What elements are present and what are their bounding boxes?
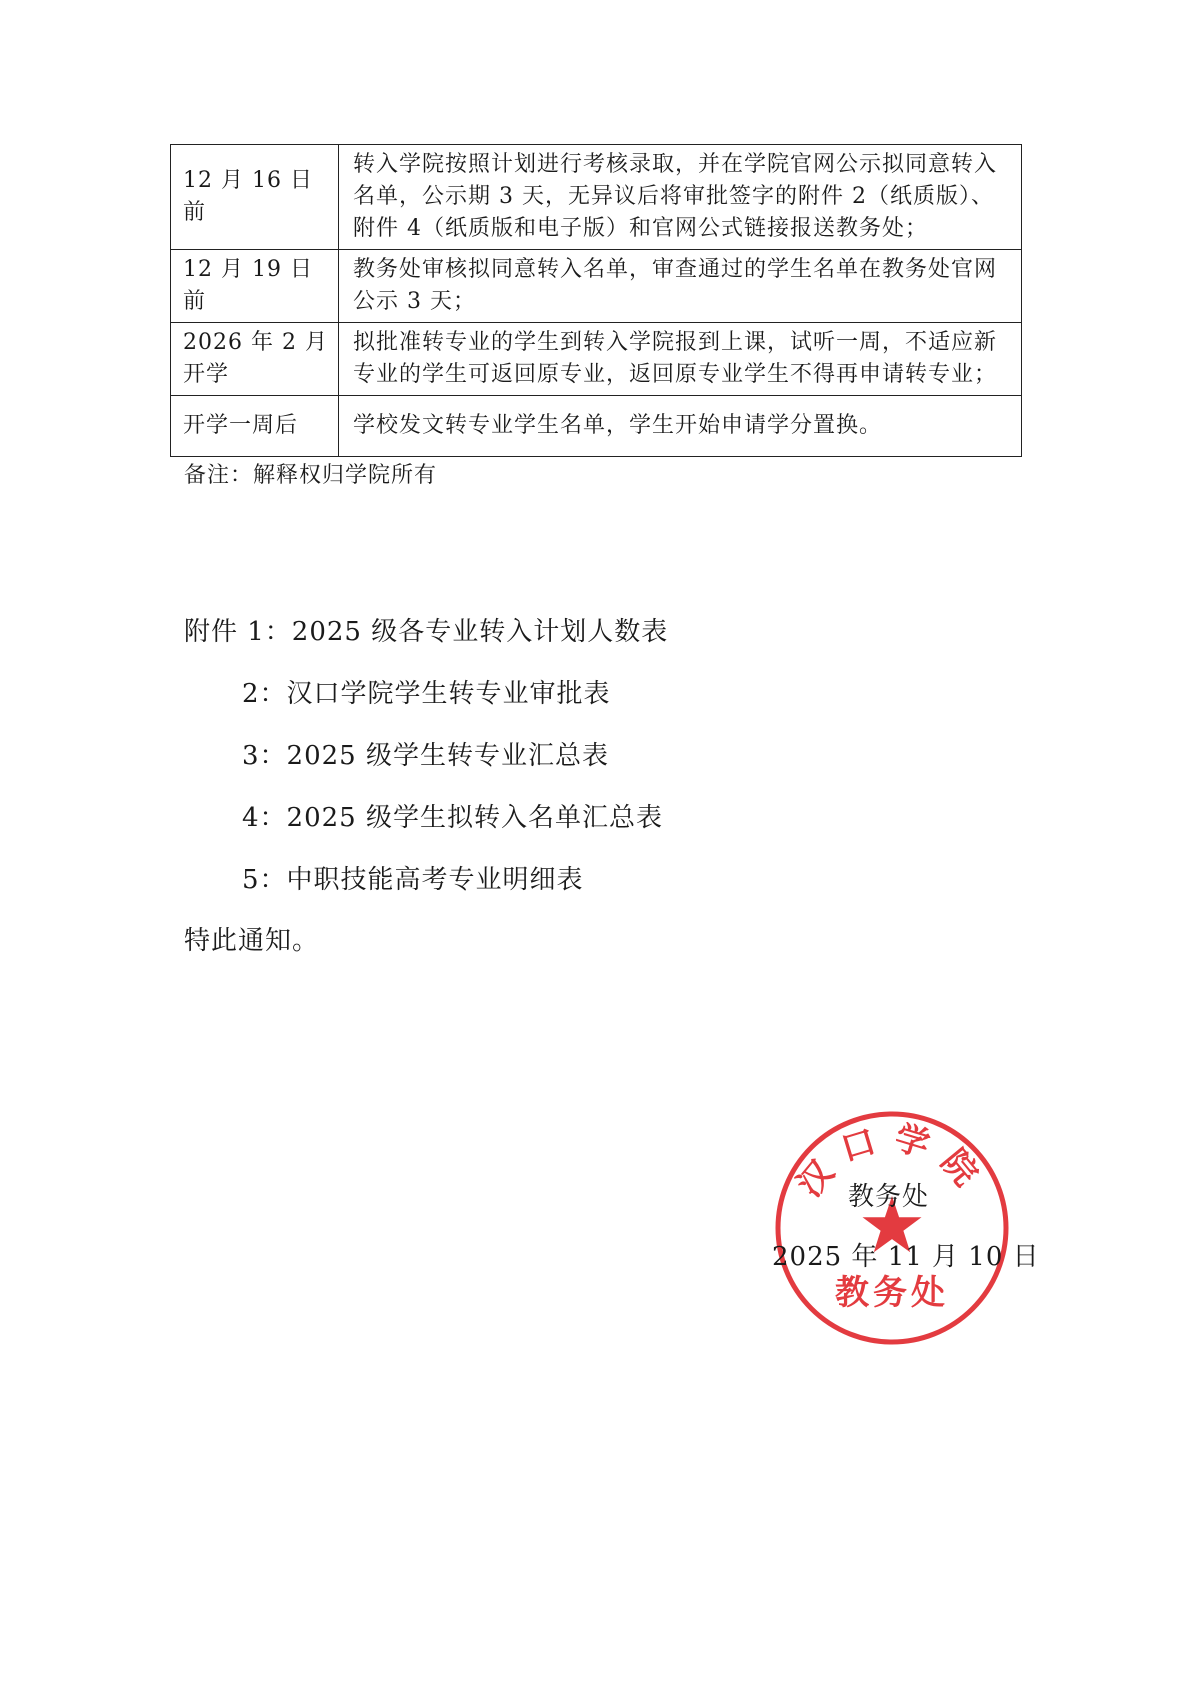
table-row — [171, 396, 1022, 457]
attachment-item: 4：2025 级学生拟转入名单汇总表 — [242, 803, 663, 833]
seal-top-text: 汉口学院 — [789, 1117, 995, 1205]
table-row — [171, 145, 1022, 250]
attachment-item: 5：中职技能高考专业明细表 — [242, 865, 584, 895]
schedule-date: 2026 年 2 月开学 — [171, 323, 339, 396]
schedule-description: 学校发文转专业学生名单，学生开始申请学分置换。 — [339, 396, 1022, 457]
seal-bottom-text: 教务处 — [835, 1273, 949, 1313]
attachment-list — [184, 604, 668, 914]
signoff-date: 2025 年 11 月 10 日 — [772, 1242, 1040, 1272]
attachment-item: 2：汉口学院学生转专业审批表 — [242, 679, 611, 709]
schedule-table — [170, 144, 1022, 457]
attachment-item: 3：2025 级学生转专业汇总表 — [242, 741, 609, 771]
schedule-description: 转入学院按照计划进行考核录取，并在学院官网公示拟同意转入名单，公示期 3 天，无异议后将审批签字的附件 2（纸质版）、附件 4（纸质版和电子版）和官网公式链接报送教务处； — [339, 145, 1022, 250]
table-row — [171, 250, 1022, 323]
signoff-department: 教务处 — [848, 1182, 930, 1212]
table-row — [171, 323, 1022, 396]
schedule-date: 开学一周后 — [171, 396, 339, 457]
closing-remark: 特此通知。 — [184, 926, 320, 956]
schedule-date: 12 月 16 日前 — [171, 145, 339, 250]
schedule-description: 教务处审核拟同意转入名单，审查通过的学生名单在教务处官网公示 3 天； — [339, 250, 1022, 323]
official-seal — [772, 1108, 1012, 1348]
schedule-date: 12 月 19 日前 — [171, 250, 339, 323]
remark-note: 备注：解释权归学院所有 — [184, 463, 438, 488]
schedule-description: 拟批准转专业的学生到转入学院报到上课，试听一周，不适应新专业的学生可返回原专业，返回原专业学生不得再申请转专业； — [339, 323, 1022, 396]
attachment-item: 附件 1：2025 级各专业转入计划人数表 — [184, 617, 669, 647]
